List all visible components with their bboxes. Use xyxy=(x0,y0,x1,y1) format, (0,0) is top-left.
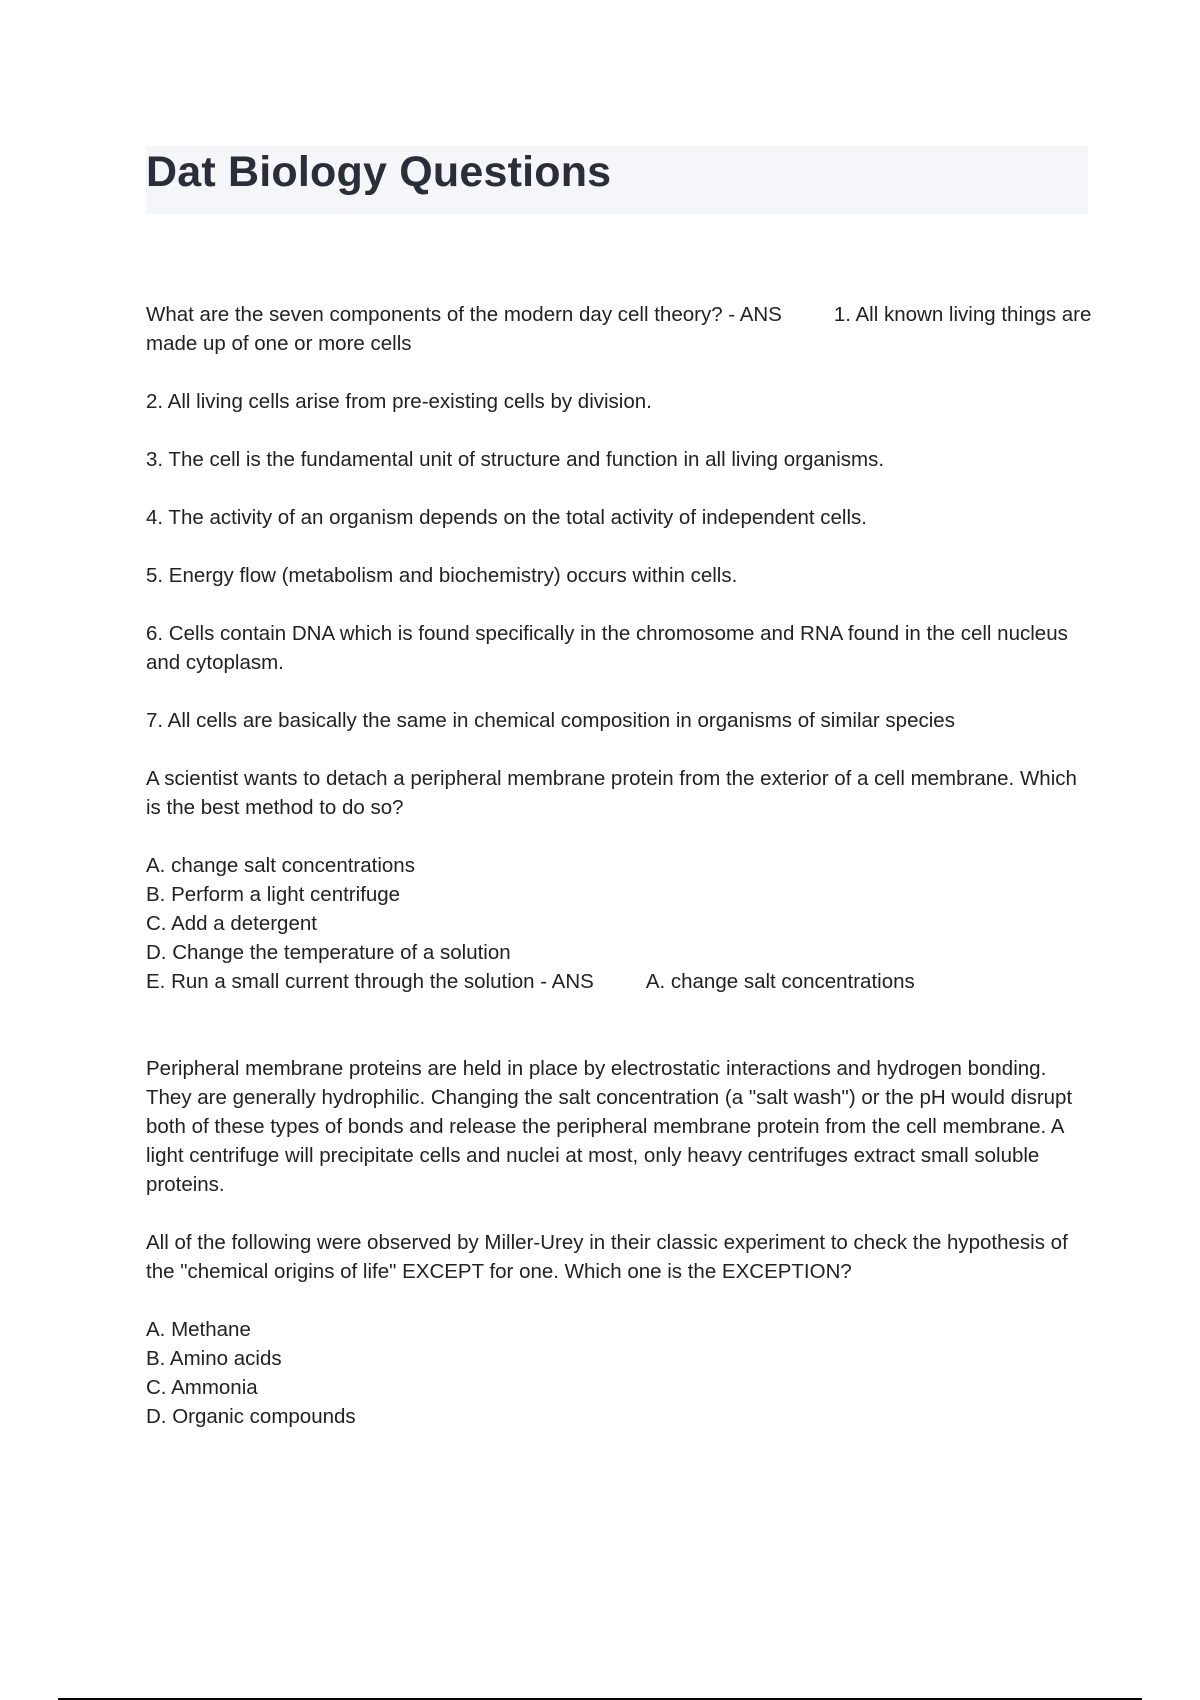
cell-theory-point-4: 4. The activity of an organism depends on the total activity of independent cells. xyxy=(146,506,867,529)
question-2-option-e-line xyxy=(146,967,1096,996)
question-3-options xyxy=(146,1315,1096,1431)
document-title: Dat Biology Questions xyxy=(146,148,612,196)
question-2-option-c: C. Add a detergent xyxy=(146,912,317,935)
question-3-option-b: B. Amino acids xyxy=(146,1347,282,1370)
question-3-text: All of the following were observed by Miller-Urey in their classic experiment to check the hypothesis of the "chemical origins of life" EXCEPT for one. Which one is the EXCEPTION? xyxy=(146,1231,1068,1283)
question-1-answer-first-cont: things are made up of one or more cells xyxy=(146,303,1092,355)
cell-theory-point-2: 2. All living cells arise from pre-existing cells by division. xyxy=(146,390,652,413)
question-2-options xyxy=(146,851,1096,996)
question-1 xyxy=(146,300,1096,358)
question-1-answer-first: 1. All known living xyxy=(833,303,996,326)
question-2-option-b: B. Perform a light centrifuge xyxy=(146,883,401,906)
question-2-explanation: Peripheral membrane proteins are held in place by electrostatic interactions and hydrogen bonding. They are generally hydrophilic. Changing the salt concentration (a "salt wash") or the pH would disrupt both of these types of bonds and release the peripheral membrane protein from the cell membrane. A light centrifuge will precipitate cells and nuclei at most, only heavy centrifuges extract small soluble proteins. xyxy=(146,1057,1073,1196)
question-1-text: What are the seven components of the modern day cell theory? - ANS xyxy=(146,303,782,326)
question-2-option-e: E. Run a small current through the solution - ANS xyxy=(146,970,594,993)
question-2-answer: A. change salt concentrations xyxy=(645,970,915,993)
question-2-option-d: D. Change the temperature of a solution xyxy=(146,941,511,964)
cell-theory-point-7: 7. All cells are basically the same in chemical composition in organisms of similar species xyxy=(146,709,955,732)
question-3-option-a: A. Methane xyxy=(146,1318,251,1341)
cell-theory-point-5: 5. Energy flow (metabolism and biochemistry) occurs within cells. xyxy=(146,564,738,587)
question-3-option-d: D. Organic compounds xyxy=(146,1405,356,1428)
question-2-option-a: A. change salt concentrations xyxy=(146,854,415,877)
cell-theory-point-6: 6. Cells contain DNA which is found specifically in the chromosome and RNA found in the cell nucleus and cytoplasm. xyxy=(146,622,1068,674)
question-3-option-c: C. Ammonia xyxy=(146,1376,258,1399)
cell-theory-point-3: 3. The cell is the fundamental unit of structure and function in all living organisms. xyxy=(146,448,885,471)
document-body xyxy=(146,300,1096,1431)
question-2-text: A scientist wants to detach a peripheral membrane protein from the exterior of a cell membrane. Which is the best method to do so? xyxy=(146,767,1077,819)
